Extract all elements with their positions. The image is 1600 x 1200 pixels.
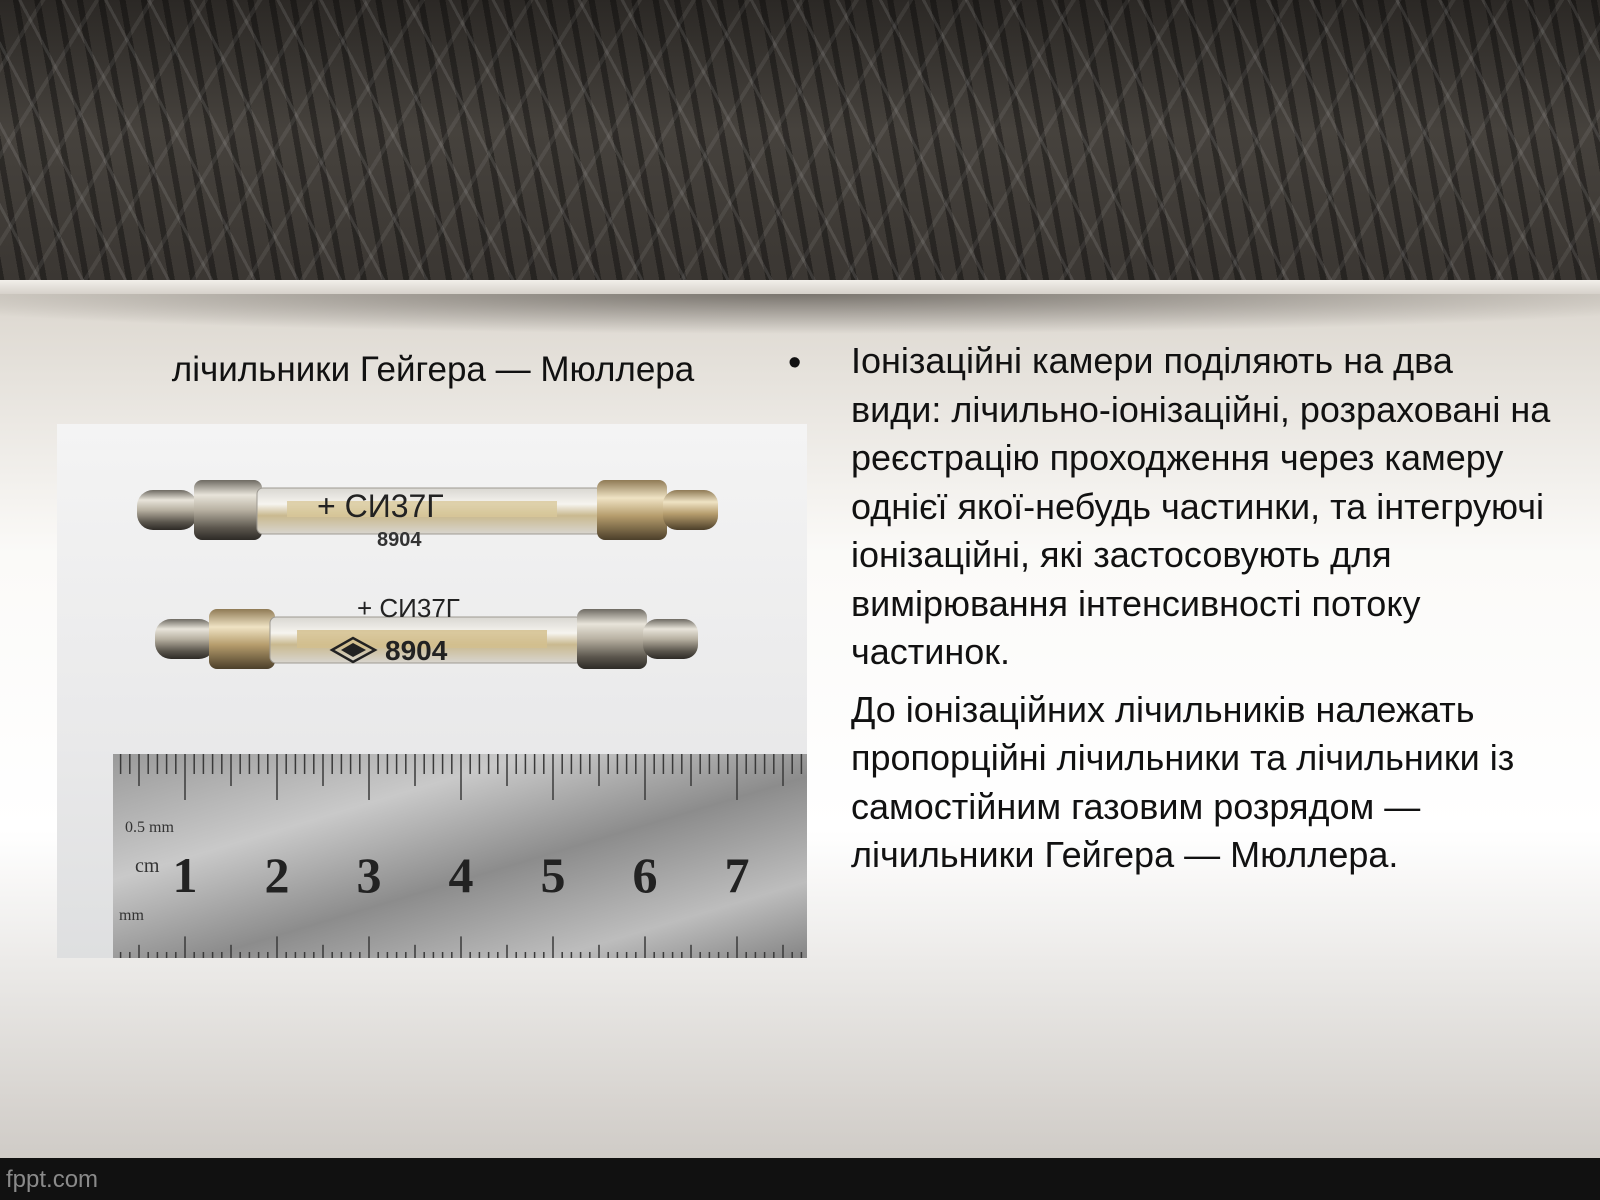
tube-2-serial: 8904: [385, 635, 448, 666]
footer-brand: fppt.com: [6, 1166, 99, 1193]
photo-caption: лічильники Гейгера — Мюллера: [171, 350, 695, 389]
tube-1-label: + СИ37Г: [317, 488, 444, 524]
geiger-tube-2: [155, 593, 698, 669]
ruler-number: 7: [724, 847, 750, 903]
header-texture-band: [0, 0, 1600, 290]
ruler-number: 1: [172, 847, 198, 903]
ruler-number: 3: [356, 847, 382, 903]
ruler-label-cm: cm: [135, 855, 160, 877]
header-divider: [0, 280, 1600, 294]
footer-bar: [0, 1158, 1600, 1200]
ruler-number: 4: [448, 847, 474, 903]
ruler-number: 6: [632, 847, 658, 903]
ruler-label-mm: mm: [119, 907, 144, 924]
ruler-number: 2: [264, 847, 290, 903]
ruler-label-half-mm: 0.5 mm: [125, 819, 174, 836]
bullet-marker: •: [788, 342, 802, 384]
metal-ruler: [113, 754, 807, 958]
body-text: [851, 337, 1551, 880]
geiger-tube-1: [137, 480, 718, 551]
geiger-counters-photo: [57, 424, 807, 958]
paragraph-ionization-counters: До іонізаційних лічильників належать пропорційні лічильники та лічильники із самостійним газовим розрядом — лічильники Гейгера — Мюллера.: [851, 688, 1515, 875]
geiger-counters-illustration: [57, 424, 807, 958]
ruler-number: 5: [540, 847, 566, 903]
tube-1-serial: 8904: [377, 529, 422, 551]
header-drop-shadow: [0, 294, 1600, 334]
tube-2-label: + СИ37Г: [357, 593, 460, 623]
paragraph-ionization-chambers: Іонізаційні камери поділяють на два види: лічильно-іонізаційні, розраховані на реєстрацію проходження через камеру однієї якої-небудь частинки, та інтегруючі іонізаційні, які застосовують для вимірювання інтенсивності потоку частинок.: [851, 340, 1551, 672]
